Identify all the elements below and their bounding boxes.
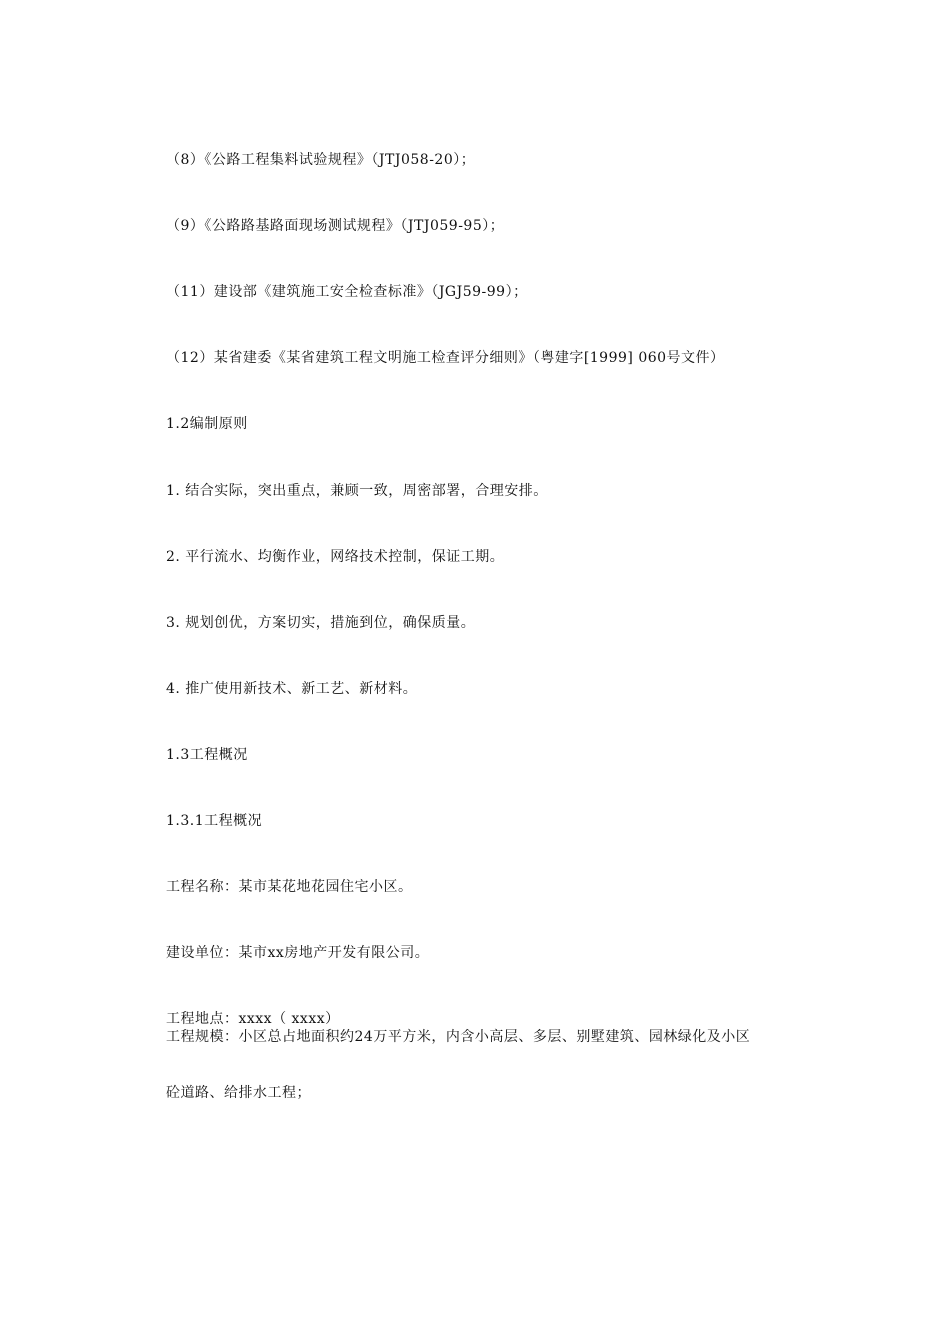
developer-line: 建设单位：某市xx房地产开发有限公司。 — [166, 945, 430, 961]
reference-item-11: （11）建设部《建筑施工安全检查标准》（JGJ59-99）； — [166, 284, 528, 300]
project-scale-line: 工程规模：小区总占地面积约24万平方米，内含小高层、多层、别墅建筑、园林绿化及小区 — [166, 1029, 751, 1045]
project-location-line: 工程地点：xxxx（ xxxx） — [166, 1011, 340, 1027]
section-heading-1-3: 1.3工程概况 — [166, 747, 248, 763]
section-heading-1-3-1: 1.3.1工程概况 — [166, 813, 263, 829]
principle-item-2: 2. 平行流水、均衡作业，网络技术控制，保证工期。 — [166, 549, 505, 565]
project-name-line: 工程名称：某市某花地花园住宅小区。 — [166, 879, 413, 895]
reference-item-12: （12）某省建委《某省建筑工程文明施工检查评分细则》（粤建字[1999] 060号文件） — [166, 350, 725, 366]
reference-item-8: （8）《公路工程集料试验规程》（JTJ058-20）； — [166, 152, 476, 168]
project-scale-continuation: 砼道路、给排水工程； — [166, 1085, 311, 1101]
section-heading-1-2: 1.2编制原则 — [166, 416, 248, 432]
reference-item-9: （9）《公路路基路面现场测试规程》（JTJ059-95）； — [166, 218, 505, 234]
principle-item-3: 3. 规划创优，方案切实，措施到位，确保质量。 — [166, 615, 476, 631]
principle-item-4: 4. 推广使用新技术、新工艺、新材料。 — [166, 681, 418, 697]
principle-item-1: 1. 结合实际，突出重点，兼顾一致，周密部署，合理安排。 — [166, 483, 548, 499]
